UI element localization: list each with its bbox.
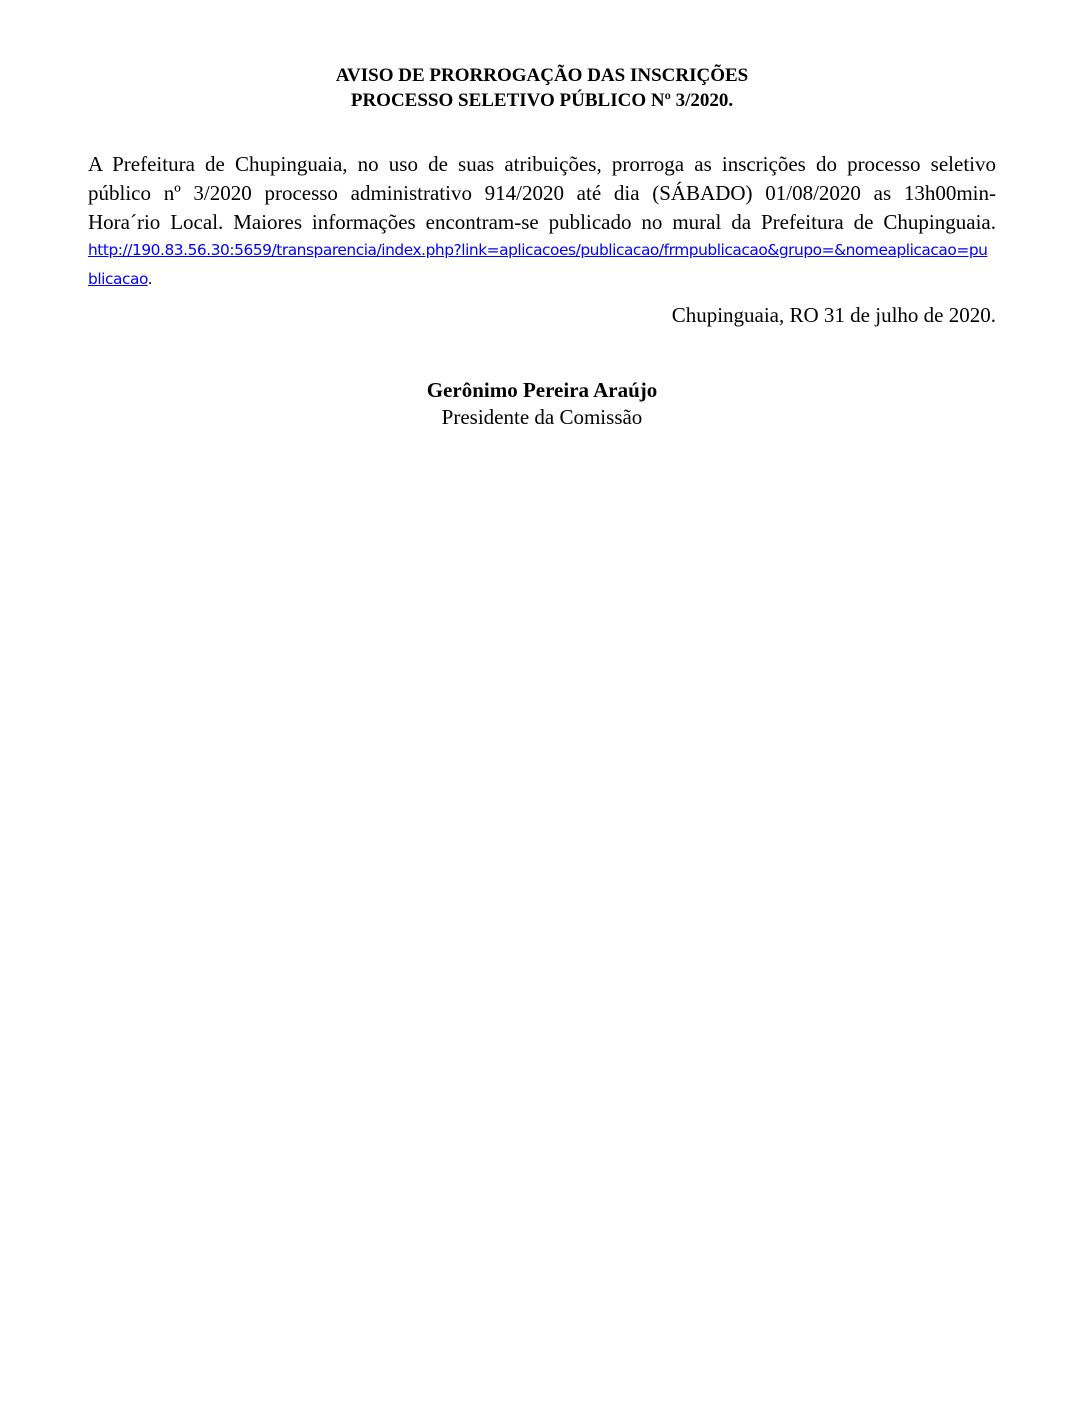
signatory-role: Presidente da Comissão: [441, 405, 643, 429]
body-line-3: Hora´rio Local. Maiores informações encontram-se publicado no mural da Prefeitura de Chupinguaia.: [88, 210, 996, 234]
signature-block: [88, 377, 996, 431]
notice-body: [88, 150, 996, 237]
body-line-2: público nº 3/2020 processo administrativo 914/2020 até dia (SÁBADO) 01/08/2020 as 13h00min-: [88, 181, 996, 205]
title-line-2: PROCESSO SELETIVO PÚBLICO Nº 3/2020.: [350, 90, 734, 111]
publication-link-block: [88, 236, 996, 294]
date-location: Chupinguaia, RO 31 de julho de 2020.: [671, 303, 996, 327]
title-line-1: AVISO DE PRORROGAÇÃO DAS INSCRIÇÕES: [335, 65, 749, 86]
body-line-1: A Prefeitura de Chupinguaia, no uso de suas atribuições, prorroga as inscrições do processo seletivo: [88, 152, 996, 176]
signatory-name: Gerônimo Pereira Araújo: [426, 378, 658, 402]
link-trailing-period: .: [147, 270, 153, 288]
publication-link[interactable]: http://190.83.56.30:5659/transparencia/index.php?link=aplicacoes/publicacao/frmpublicacao&grupo=&nomeaplicacao=publicacao: [88, 241, 988, 288]
notice-title: [88, 63, 996, 113]
